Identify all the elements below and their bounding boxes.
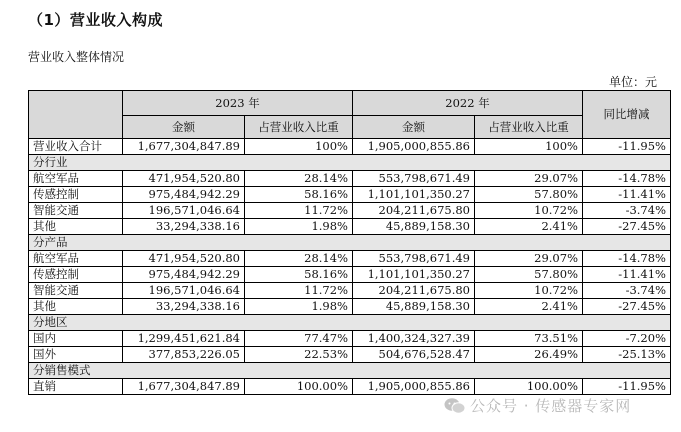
row-label: 航空军品 <box>29 171 123 187</box>
amount-2023-cell: 471,954,520.80 <box>123 251 245 267</box>
share-2022-cell: 29.07% <box>475 251 583 267</box>
amount-2022-cell: 1,101,101,350.27 <box>353 187 475 203</box>
change-cell: -27.45% <box>583 299 671 315</box>
share-2023-cell: 11.72% <box>245 283 353 299</box>
header-year-2023: 2023 年 <box>123 91 353 116</box>
section-row <box>29 363 671 379</box>
change-cell: -3.74% <box>583 203 671 219</box>
table-row <box>29 299 671 315</box>
header-year-2022: 2022 年 <box>353 91 583 116</box>
row-label: 国外 <box>29 347 123 363</box>
table-row <box>29 347 671 363</box>
amount-2022-cell: 45,889,158.30 <box>353 219 475 235</box>
row-label: 其他 <box>29 219 123 235</box>
table-row <box>29 139 671 155</box>
row-label: 其他 <box>29 299 123 315</box>
table-row <box>29 331 671 347</box>
header-blank <box>29 91 123 139</box>
change-cell: -14.78% <box>583 251 671 267</box>
row-label: 传感控制 <box>29 267 123 283</box>
table-row <box>29 251 671 267</box>
section-label: 分行业 <box>29 155 671 171</box>
change-cell: -11.41% <box>583 267 671 283</box>
share-2022-cell: 2.41% <box>475 299 583 315</box>
section-label: 分销售模式 <box>29 363 671 379</box>
share-2023-cell: 1.98% <box>245 299 353 315</box>
change-cell: -11.41% <box>583 187 671 203</box>
change-cell: -27.45% <box>583 219 671 235</box>
share-2022-cell: 10.72% <box>475 203 583 219</box>
table-row <box>29 171 671 187</box>
table-caption: 营业收入整体情况 <box>28 50 125 64</box>
row-label: 国内 <box>29 331 123 347</box>
amount-2022-cell: 204,211,675.80 <box>353 203 475 219</box>
share-2023-cell: 77.47% <box>245 331 353 347</box>
table-body <box>29 139 671 395</box>
amount-2022-cell: 1,905,000,855.86 <box>353 139 475 155</box>
section-heading: （1）营业收入构成 <box>28 11 163 29</box>
row-label: 直销 <box>29 379 123 395</box>
amount-2022-cell: 1,101,101,350.27 <box>353 267 475 283</box>
amount-2022-cell: 553,798,671.49 <box>353 251 475 267</box>
change-cell: -7.20% <box>583 331 671 347</box>
change-cell: -3.74% <box>583 283 671 299</box>
row-label: 营业收入合计 <box>29 139 123 155</box>
section-label: 分地区 <box>29 315 671 331</box>
section-row <box>29 155 671 171</box>
share-2022-cell: 100.00% <box>475 379 583 395</box>
amount-2022-cell: 504,676,528.47 <box>353 347 475 363</box>
share-2023-cell: 1.98% <box>245 219 353 235</box>
share-2023-cell: 58.16% <box>245 187 353 203</box>
amount-2023-cell: 33,294,338.16 <box>123 299 245 315</box>
amount-2023-cell: 377,853,226.05 <box>123 347 245 363</box>
table-row <box>29 219 671 235</box>
table-row <box>29 267 671 283</box>
change-cell: -11.95% <box>583 379 671 395</box>
share-2022-cell: 2.41% <box>475 219 583 235</box>
header-amount-2022: 金额 <box>353 116 475 139</box>
wechat-icon <box>444 397 466 415</box>
amount-2022-cell: 1,905,000,855.86 <box>353 379 475 395</box>
header-change: 同比增减 <box>583 91 671 139</box>
watermark-text: 公众号 · 传感器专家网 <box>470 397 632 415</box>
share-2023-cell: 28.14% <box>245 171 353 187</box>
change-cell: -14.78% <box>583 171 671 187</box>
share-2023-cell: 58.16% <box>245 267 353 283</box>
table-row <box>29 203 671 219</box>
share-2022-cell: 57.80% <box>475 187 583 203</box>
share-2023-cell: 28.14% <box>245 251 353 267</box>
table-row <box>29 187 671 203</box>
revenue-table <box>28 90 671 395</box>
amount-2023-cell: 471,954,520.80 <box>123 171 245 187</box>
header-share-2023: 占营业收入比重 <box>245 116 353 139</box>
share-2022-cell: 10.72% <box>475 283 583 299</box>
amount-2022-cell: 204,211,675.80 <box>353 283 475 299</box>
section-label: 分产品 <box>29 235 671 251</box>
table-row <box>29 379 671 395</box>
row-label: 智能交通 <box>29 203 123 219</box>
amount-2023-cell: 1,299,451,621.84 <box>123 331 245 347</box>
share-2022-cell: 29.07% <box>475 171 583 187</box>
change-cell: -25.13% <box>583 347 671 363</box>
amount-2023-cell: 975,484,942.29 <box>123 267 245 283</box>
amount-2022-cell: 45,889,158.30 <box>353 299 475 315</box>
share-2023-cell: 11.72% <box>245 203 353 219</box>
change-cell: -11.95% <box>583 139 671 155</box>
share-2023-cell: 100% <box>245 139 353 155</box>
share-2022-cell: 73.51% <box>475 331 583 347</box>
table-row <box>29 283 671 299</box>
amount-2023-cell: 975,484,942.29 <box>123 187 245 203</box>
amount-2022-cell: 1,400,324,327.39 <box>353 331 475 347</box>
share-2023-cell: 100.00% <box>245 379 353 395</box>
row-label: 航空军品 <box>29 251 123 267</box>
share-2022-cell: 100% <box>475 139 583 155</box>
watermark <box>444 395 631 416</box>
section-row <box>29 235 671 251</box>
amount-2023-cell: 196,571,046.64 <box>123 283 245 299</box>
amount-2022-cell: 553,798,671.49 <box>353 171 475 187</box>
amount-2023-cell: 196,571,046.64 <box>123 203 245 219</box>
amount-2023-cell: 1,677,304,847.89 <box>123 379 245 395</box>
amount-2023-cell: 1,677,304,847.89 <box>123 139 245 155</box>
header-share-2022: 占营业收入比重 <box>475 116 583 139</box>
header-amount-2023: 金额 <box>123 116 245 139</box>
share-2023-cell: 22.53% <box>245 347 353 363</box>
share-2022-cell: 26.49% <box>475 347 583 363</box>
amount-2023-cell: 33,294,338.16 <box>123 219 245 235</box>
unit-label: 单位：元 <box>608 75 657 89</box>
row-label: 传感控制 <box>29 187 123 203</box>
row-label: 智能交通 <box>29 283 123 299</box>
share-2022-cell: 57.80% <box>475 267 583 283</box>
section-row <box>29 315 671 331</box>
